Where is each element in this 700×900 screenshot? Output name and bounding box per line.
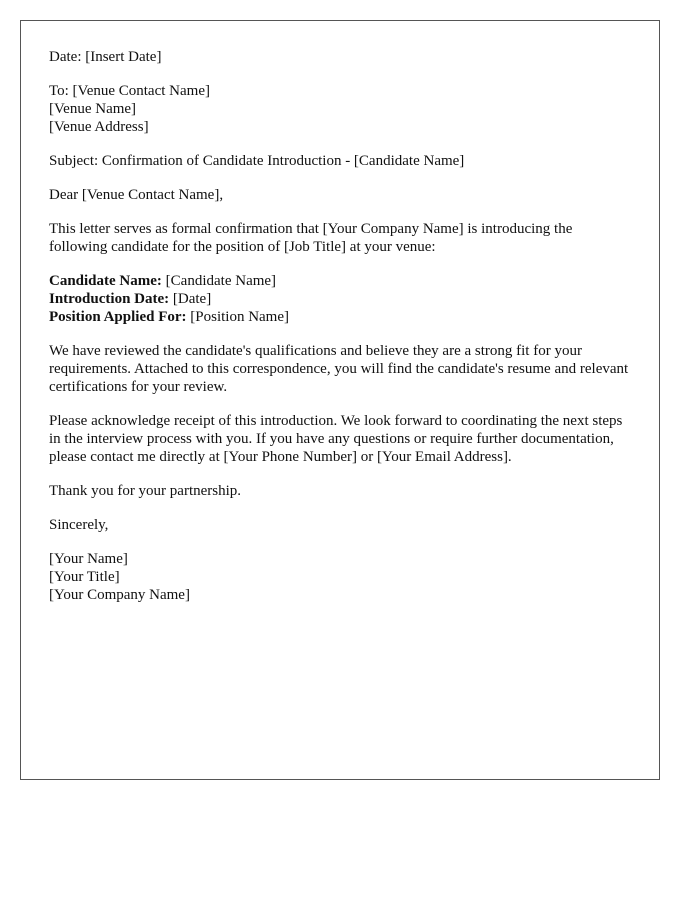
signature-name: [Your Name] <box>49 551 128 567</box>
detail-label: Introduction Date: <box>49 291 170 307</box>
intro-paragraph: This letter serves as formal confirmation that [Your Company Name] is introducing the following candidate for the position of [Job Title] at your venue: <box>49 221 573 255</box>
signature-title: [Your Title] <box>49 569 120 585</box>
subject-line: Subject: Confirmation of Candidate Introduction - [Candidate Name] <box>49 153 465 169</box>
candidate-details <box>49 272 631 326</box>
detail-label: Candidate Name: <box>49 273 162 289</box>
detail-label: Position Applied For: <box>49 309 187 325</box>
date-line: Date: [Insert Date] <box>49 49 162 65</box>
signature-block <box>49 550 631 604</box>
thanks-line: Thank you for your partnership. <box>49 483 242 499</box>
detail-candidate-name <box>49 272 631 290</box>
recipient-block <box>49 82 631 136</box>
detail-position-applied <box>49 308 631 326</box>
acknowledge-paragraph: Please acknowledge receipt of this introduction. We look forward to coordinating the next steps in the interview process with you. If you have any questions or require further documentation, please contact me directly at [Your Phone Number] or [Your Email Address]. <box>49 413 623 465</box>
detail-value: [Candidate Name] <box>161 273 277 289</box>
review-paragraph: We have reviewed the candidate's qualifications and believe they are a strong fit for your requirements. Attached to this correspondence, you will find the candidate's resume and relevant certifications for your review. <box>49 343 629 395</box>
detail-value: [Date] <box>169 291 212 307</box>
letter-page <box>20 20 660 780</box>
detail-introduction-date <box>49 290 631 308</box>
salutation: Dear [Venue Contact Name], <box>49 187 224 203</box>
signature-company: [Your Company Name] <box>49 587 190 603</box>
recipient-to-line: To: [Venue Contact Name] <box>49 83 210 99</box>
detail-value: [Position Name] <box>186 309 290 325</box>
closing: Sincerely, <box>49 517 109 533</box>
recipient-venue-address: [Venue Address] <box>49 119 149 135</box>
recipient-venue-name: [Venue Name] <box>49 101 137 117</box>
